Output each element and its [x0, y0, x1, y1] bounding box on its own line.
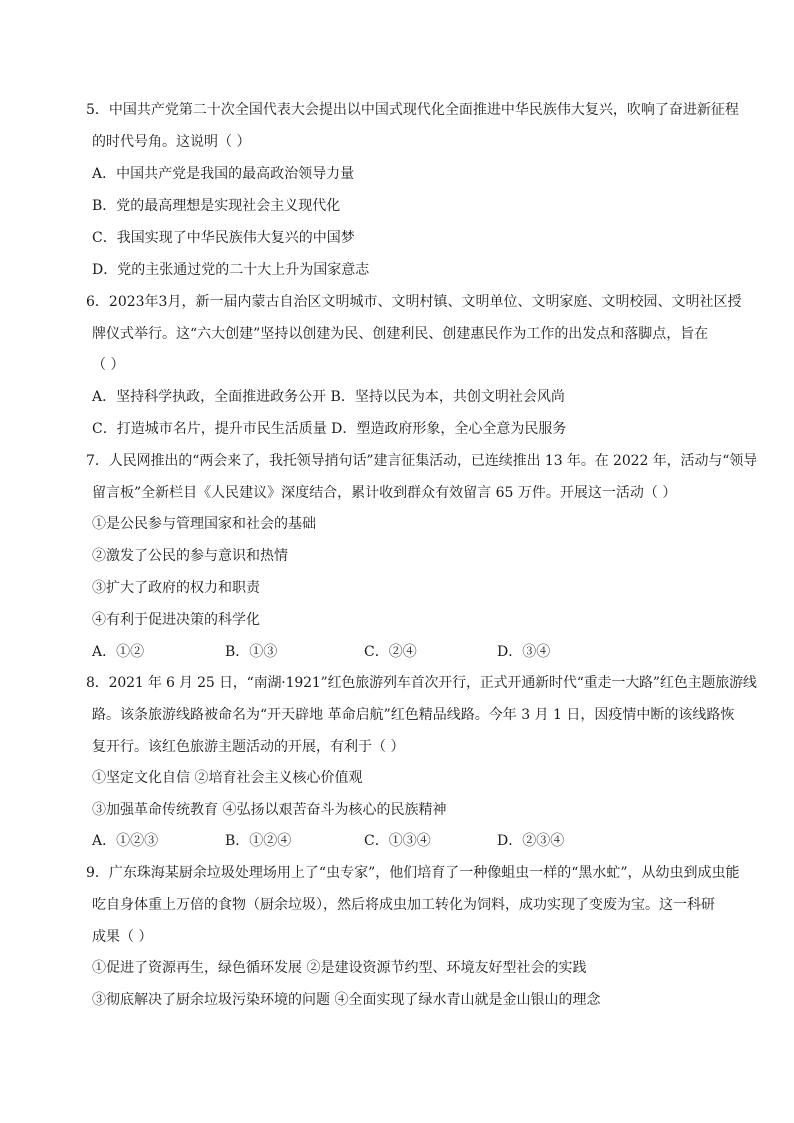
q5-stem-line-2: 的时代号角。这说明（ ） [92, 134, 251, 150]
q5-stem-line-1: 5．中国共产党第二十次全国代表大会提出以中国式现代化全面推进中华民族伟大复兴，吹响了奋进新征程 [86, 102, 739, 118]
q5-option-a: A．中国共产党是我国的最高政治领导力量 [92, 166, 355, 182]
q8-stem-line-2: 路。该条旅游线路被命名为“开天辟地 革命启航”红色精品线路。今年 3 月 1 日，因疫情中断的该线路恢 [92, 707, 735, 723]
q9-stem-line-3: 成果（ ） [92, 929, 153, 945]
q8-statements-34: ③加强革命传统教育 ④弘扬以艰苦奋斗为核心的民族精神 [92, 802, 447, 818]
q8-option-c: C．①③④ [364, 833, 431, 849]
q7-statement-1: ①是公民参与管理国家和社会的基础 [92, 516, 316, 532]
q9-stem-line-1: 9．广东珠海某厨余垃圾处理场用上了“虫专家”，他们培育了一种像蛆虫一样的“黑水虻”，从幼虫到成虫能 [86, 865, 740, 881]
q6-stem-line-3: （ ） [92, 357, 125, 373]
q5-option-c: C．我国实现了中华民族伟大复兴的中国梦 [92, 230, 355, 246]
q7-statement-2: ②激发了公民的参与意识和热情 [92, 548, 288, 564]
q6-stem-line-2: 牌仪式举行。这“六大创建”坚持以创建为民、创建利民、创建惠民作为工作的出发点和落脚点，旨在 [92, 326, 709, 342]
q8-option-d: D．②③④ [497, 833, 565, 849]
q6-stem-line-1: 6．2023年3月，新一届内蒙古自治区文明城市、文明村镇、文明单位、文明家庭、文明校园、文明社区授 [86, 294, 742, 310]
q9-statements-34: ③彻底解决了厨余垃圾污染环境的问题 ④全面实现了绿水青山就是金山银山的理念 [92, 992, 601, 1008]
q8-statements-12: ①坚定文化自信 ②培育社会主义核心价值观 [92, 770, 363, 786]
q8-stem-line-3: 复开行。该红色旅游主题活动的开展，有利于（ ） [92, 739, 405, 755]
q7-option-c: C．②④ [364, 644, 417, 660]
q7-option-a: A．①② [92, 644, 145, 660]
q9-stem-line-2: 吃自身体重上万倍的食物（厨余垃圾），然后将成虫加工转化为饲料，成功实现了变废为宝。这一科研 [92, 897, 715, 913]
q7-option-d: D．③④ [497, 644, 551, 660]
q6-options-ab: A．坚持科学执政，全面推进政务公开 B．坚持以民为本，共创文明社会风尚 [92, 389, 565, 405]
q5-option-b: B．党的最高理想是实现社会主义现代化 [92, 198, 341, 214]
q8-option-b: B．①②④ [225, 833, 292, 849]
q7-option-b: B．①③ [225, 644, 278, 660]
q8-option-a: A．①②③ [92, 833, 159, 849]
q7-stem-line-1: 7．人民网推出的“两会来了，我托领导捎句话”建言征集活动，已连续推出 13 年。在 2022 年，活动与“领导 [86, 453, 758, 469]
q6-options-cd: C．打造城市名片，提升市民生活质量 D．塑造政府形象，全心全意为民服务 [92, 421, 567, 437]
q5-option-d: D．党的主张通过党的二十大上升为国家意志 [92, 262, 370, 278]
q7-statement-3: ③扩大了政府的权力和职责 [92, 580, 260, 596]
q9-statements-12: ①促进了资源再生，绿色循环发展 ②是建设资源节约型、环境友好型社会的实践 [92, 960, 587, 976]
q8-stem-line-1: 8．2021 年 6 月 25 日，“南湖·1921”红色旅游列车首次开行，正式开通新时代“重走一大路”红色主题旅游线 [86, 675, 757, 691]
q7-stem-line-2: 留言板”全新栏目《人民建议》深度结合，累计收到群众有效留言 65 万件。开展这一活动（ ） [92, 485, 677, 501]
q7-statement-4: ④有利于促进决策的科学化 [92, 612, 260, 628]
